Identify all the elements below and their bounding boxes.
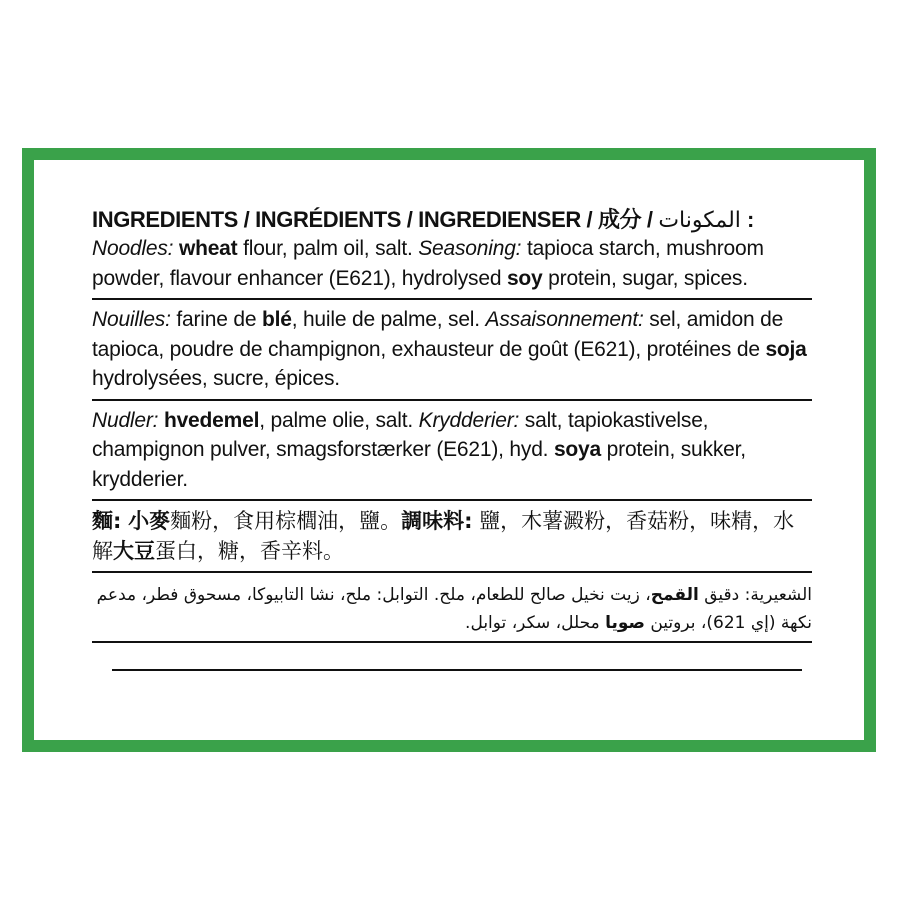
en-seasoning-text-2: protein, sugar, spices. <box>542 266 748 290</box>
da-wheat-allergen: hvedemel <box>163 408 260 432</box>
ingredients-heading <box>92 206 812 234</box>
fr-wheat-allergen: blé <box>261 308 292 331</box>
en-seasoning-text-1: tapioca starch, mushroom powder, flavour enhancer (E621), hydrolysed <box>92 237 764 290</box>
divider <box>92 641 812 643</box>
ar-wheat-allergen: القمح <box>650 585 699 605</box>
en-noodles-text: flour, palm oil, salt. <box>237 237 419 260</box>
en-soy-allergen: soy <box>506 266 543 290</box>
da-text-2: salt, tapiokastivelse, champignon pulver, smagsforstærker (E621), hyd. <box>92 408 709 461</box>
fr-text-2: , huile de palme, sel. <box>291 308 486 331</box>
chinese-ingredients <box>92 501 812 571</box>
ar-text-2: ، زيت نخيل صالح للطعام، ملح. التوابل: ملح، نشا التابيوكا، مسحوق فطر، مدعم نكهة (إي 621)، بروتين <box>96 585 812 633</box>
da-soy-allergen: soya <box>553 438 602 461</box>
bottom-line <box>112 669 802 671</box>
en-seasoning-label: Seasoning: <box>418 237 522 260</box>
en-noodles-label: Noodles: <box>92 237 174 260</box>
ar-text-3: محلل، سكر، توابل. <box>465 613 606 633</box>
danish-ingredients <box>92 401 812 500</box>
english-ingredients <box>92 234 812 298</box>
zh-text-1: 麵粉，食用棕櫚油，鹽。 <box>170 509 402 533</box>
arabic-ingredients <box>92 573 812 641</box>
zh-text-2: 鹽，木薯澱粉，香菇粉，味精，水解 <box>92 509 795 563</box>
heading-arabic: المكونات <box>658 207 741 232</box>
fr-noodles-label: Nouilles: <box>92 308 171 331</box>
fr-text-4: hydrolysées, sucre, épices. <box>92 367 340 390</box>
zh-text-3: 蛋白，糖，香辛料。 <box>155 539 344 563</box>
zh-wheat-allergen: 小麥 <box>128 509 171 533</box>
fr-text-1: farine de <box>170 308 262 331</box>
zh-soy-allergen: 大豆 <box>113 539 155 563</box>
ingredients-label <box>22 148 876 752</box>
fr-soy-allergen: soja <box>765 337 807 361</box>
da-seasoning-label: Krydderier: <box>418 408 520 432</box>
ingredients-content <box>92 206 812 671</box>
heading-latin: INGREDIENTS / INGRÉDIENTS / INGREDIENSER / 成分 / <box>92 207 659 232</box>
da-text-3: protein, sukker, krydderier. <box>92 438 746 491</box>
zh-seasoning-label: 調味料: <box>401 509 473 533</box>
zh-noodles-label: 麵: <box>92 509 122 533</box>
da-noodles-label: Nudler: <box>92 408 159 432</box>
ar-soy-allergen: صويا <box>605 613 645 633</box>
ar-text-1: الشعيرية: دقيق <box>698 585 812 605</box>
fr-seasoning-label: Assaisonnement: <box>485 308 644 331</box>
en-wheat-allergen: wheat <box>178 237 238 260</box>
da-text-1: , palme olie, salt. <box>259 408 419 432</box>
fr-text-3: sel, amidon de tapioca, poudre de champignon, exhausteur de goût (E621), protéines de <box>92 308 784 361</box>
french-ingredients <box>92 300 812 399</box>
heading-colon: : <box>740 207 755 232</box>
